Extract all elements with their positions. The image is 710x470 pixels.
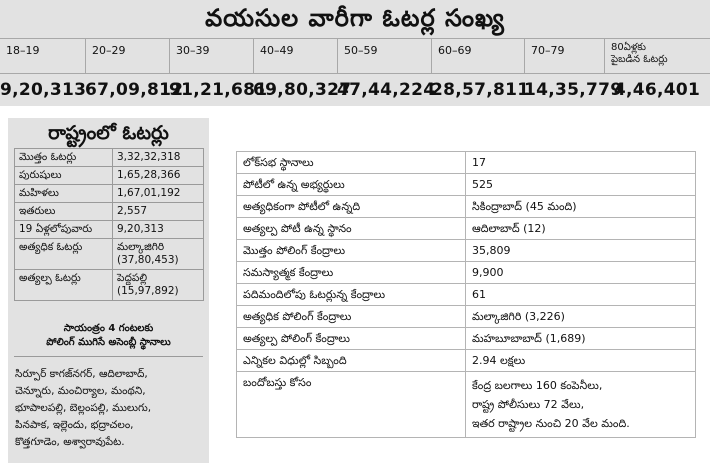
table-row	[237, 174, 696, 196]
poll-closing-constituencies: సిర్పూర్ కాగజ్‌నగర్, ఆదిలాబాద్, చెన్నూరు, మంచిర్యాల, మంథని, భూపాలపల్లి, బెల్లంపల్లి, ములుగు, పినపాక, ఇల్లెందు, భద్రాచలం, కొత్తగూడెం, అశ్వారావుపేట.	[15, 368, 152, 448]
age-group-label: 60–69	[431, 39, 524, 73]
voter-count: (37,80,453)	[117, 254, 179, 266]
fact-label: సమస్యాత్మక కేంద్రాలు	[237, 262, 466, 284]
age-group-count: 28,57,811	[431, 80, 530, 100]
table-row	[15, 185, 204, 203]
age-group-count: 14,35,779	[524, 80, 623, 100]
age-group-label: 70–79	[524, 39, 604, 73]
table-row	[15, 239, 204, 270]
fact-label: పదిమందిలోపు ఓటర్లున్న కేంద్రాలు	[237, 284, 466, 306]
fact-value: 525	[466, 174, 696, 196]
age-group-band	[0, 0, 710, 106]
constituency-name: మల్కాజిగిరి	[117, 241, 165, 253]
fact-label: అత్యల్ప పోలింగ్ కేంద్రాలు	[237, 328, 466, 350]
age-group-count: 4,46,401	[613, 80, 701, 100]
age-group-title: వయసుల వారీగా ఓటర్ల సంఖ్య	[205, 4, 505, 32]
table-row	[237, 350, 696, 372]
age-group-label: 18–19	[6, 44, 40, 57]
row-value: 1,67,01,192	[113, 185, 204, 203]
age-group-count: 9,20,313	[0, 80, 87, 100]
row-value: 9,20,313	[113, 221, 204, 239]
fact-value: కేంద్ర బలగాలు 160 కంపెనీలు, రాష్ట్ర పోలీసులు 72 వేలు, ఇతర రాష్ట్రాల నుంచి 20 వేల మంది.	[466, 372, 696, 438]
fact-value: 17	[466, 152, 696, 174]
fact-value: ఆదిలాబాద్ (12)	[466, 218, 696, 240]
table-row	[237, 306, 696, 328]
fact-label: అత్యధిక పోలింగ్ కేంద్రాలు	[237, 306, 466, 328]
table-row	[15, 203, 204, 221]
fact-label: పోటీలో ఉన్న అభ్యర్థులు	[237, 174, 466, 196]
age-group-count: 69,80,327	[253, 80, 352, 100]
fact-value: 9,900	[466, 262, 696, 284]
state-voters-panel	[8, 118, 209, 463]
fact-label: అత్యధికంగా పోటీలో ఉన్నది	[237, 196, 466, 218]
row-label: ఇతరులు	[15, 203, 113, 221]
poll-closing-title: సాయంత్రం 4 గంటలకు పోలింగ్ ముగిసే అసెంబ్లీ స్థానాలు	[46, 323, 171, 348]
age-group-count: 47,44,224	[337, 80, 436, 100]
row-label: అత్యధిక ఓటర్లు	[15, 239, 113, 270]
table-row	[15, 167, 204, 185]
age-group-label: 30–39	[169, 39, 253, 73]
table-row	[15, 221, 204, 239]
fact-label: మొత్తం పోలింగ్ కేంద్రాలు	[237, 240, 466, 262]
row-value: 1,65,28,366	[113, 167, 204, 185]
table-row	[15, 270, 204, 301]
age-group-label: 20–29	[85, 39, 169, 73]
table-row	[237, 196, 696, 218]
constituency-name: పెద్దపల్లి	[117, 272, 148, 284]
table-row	[237, 152, 696, 174]
poll-closing-block	[8, 316, 209, 463]
table-row	[237, 218, 696, 240]
state-voters-title: రాష్ట్రంలో ఓటర్లు	[48, 122, 169, 144]
table-row	[237, 262, 696, 284]
voter-count: (15,97,892)	[117, 285, 179, 297]
age-group-label: 80ఏళ్లకు పైబడిన ఓటర్లు	[604, 39, 710, 73]
fact-value: మల్కాజిగిరి (3,226)	[466, 306, 696, 328]
row-value: 2,557	[113, 203, 204, 221]
table-row	[237, 328, 696, 350]
fact-label: ఎన్నికల విధుల్లో సిబ్బంది	[237, 350, 466, 372]
row-label: పురుషులు	[15, 167, 113, 185]
table-row	[15, 149, 204, 167]
fact-value: మహబూబాబాద్ (1,689)	[466, 328, 696, 350]
row-value: 3,32,32,318	[113, 149, 204, 167]
row-value	[113, 270, 204, 301]
fact-value: 61	[466, 284, 696, 306]
fact-value: 35,809	[466, 240, 696, 262]
age-group-count: 67,09,812	[85, 80, 184, 100]
table-row	[237, 284, 696, 306]
row-label: అత్యల్ప ఓటర్లు	[15, 270, 113, 301]
fact-label: బందోబస్తు కోసం	[237, 372, 466, 438]
divider	[14, 356, 203, 357]
fact-label: అత్యల్ప పోటీ ఉన్న స్థానం	[237, 218, 466, 240]
age-group-header-row	[0, 38, 710, 74]
age-group-count-row	[0, 76, 710, 104]
election-facts-table	[236, 151, 696, 438]
fact-value: 2.94 లక్షలు	[466, 350, 696, 372]
row-label: మహిళలు	[15, 185, 113, 203]
table-row	[237, 240, 696, 262]
fact-value: సికింద్రాబాద్ (45 మంది)	[466, 196, 696, 218]
age-group-label: 40–49	[253, 39, 337, 73]
row-label: మొత్తం ఓటర్లు	[15, 149, 113, 167]
state-voters-table	[14, 148, 204, 301]
age-group-label: 50–59	[337, 39, 431, 73]
age-group-count: 91,21,681	[169, 80, 268, 100]
fact-label: లోక్‌సభ స్థానాలు	[237, 152, 466, 174]
table-row	[237, 372, 696, 438]
row-label: 19 ఏళ్లలోపువారు	[15, 221, 113, 239]
row-value	[113, 239, 204, 270]
